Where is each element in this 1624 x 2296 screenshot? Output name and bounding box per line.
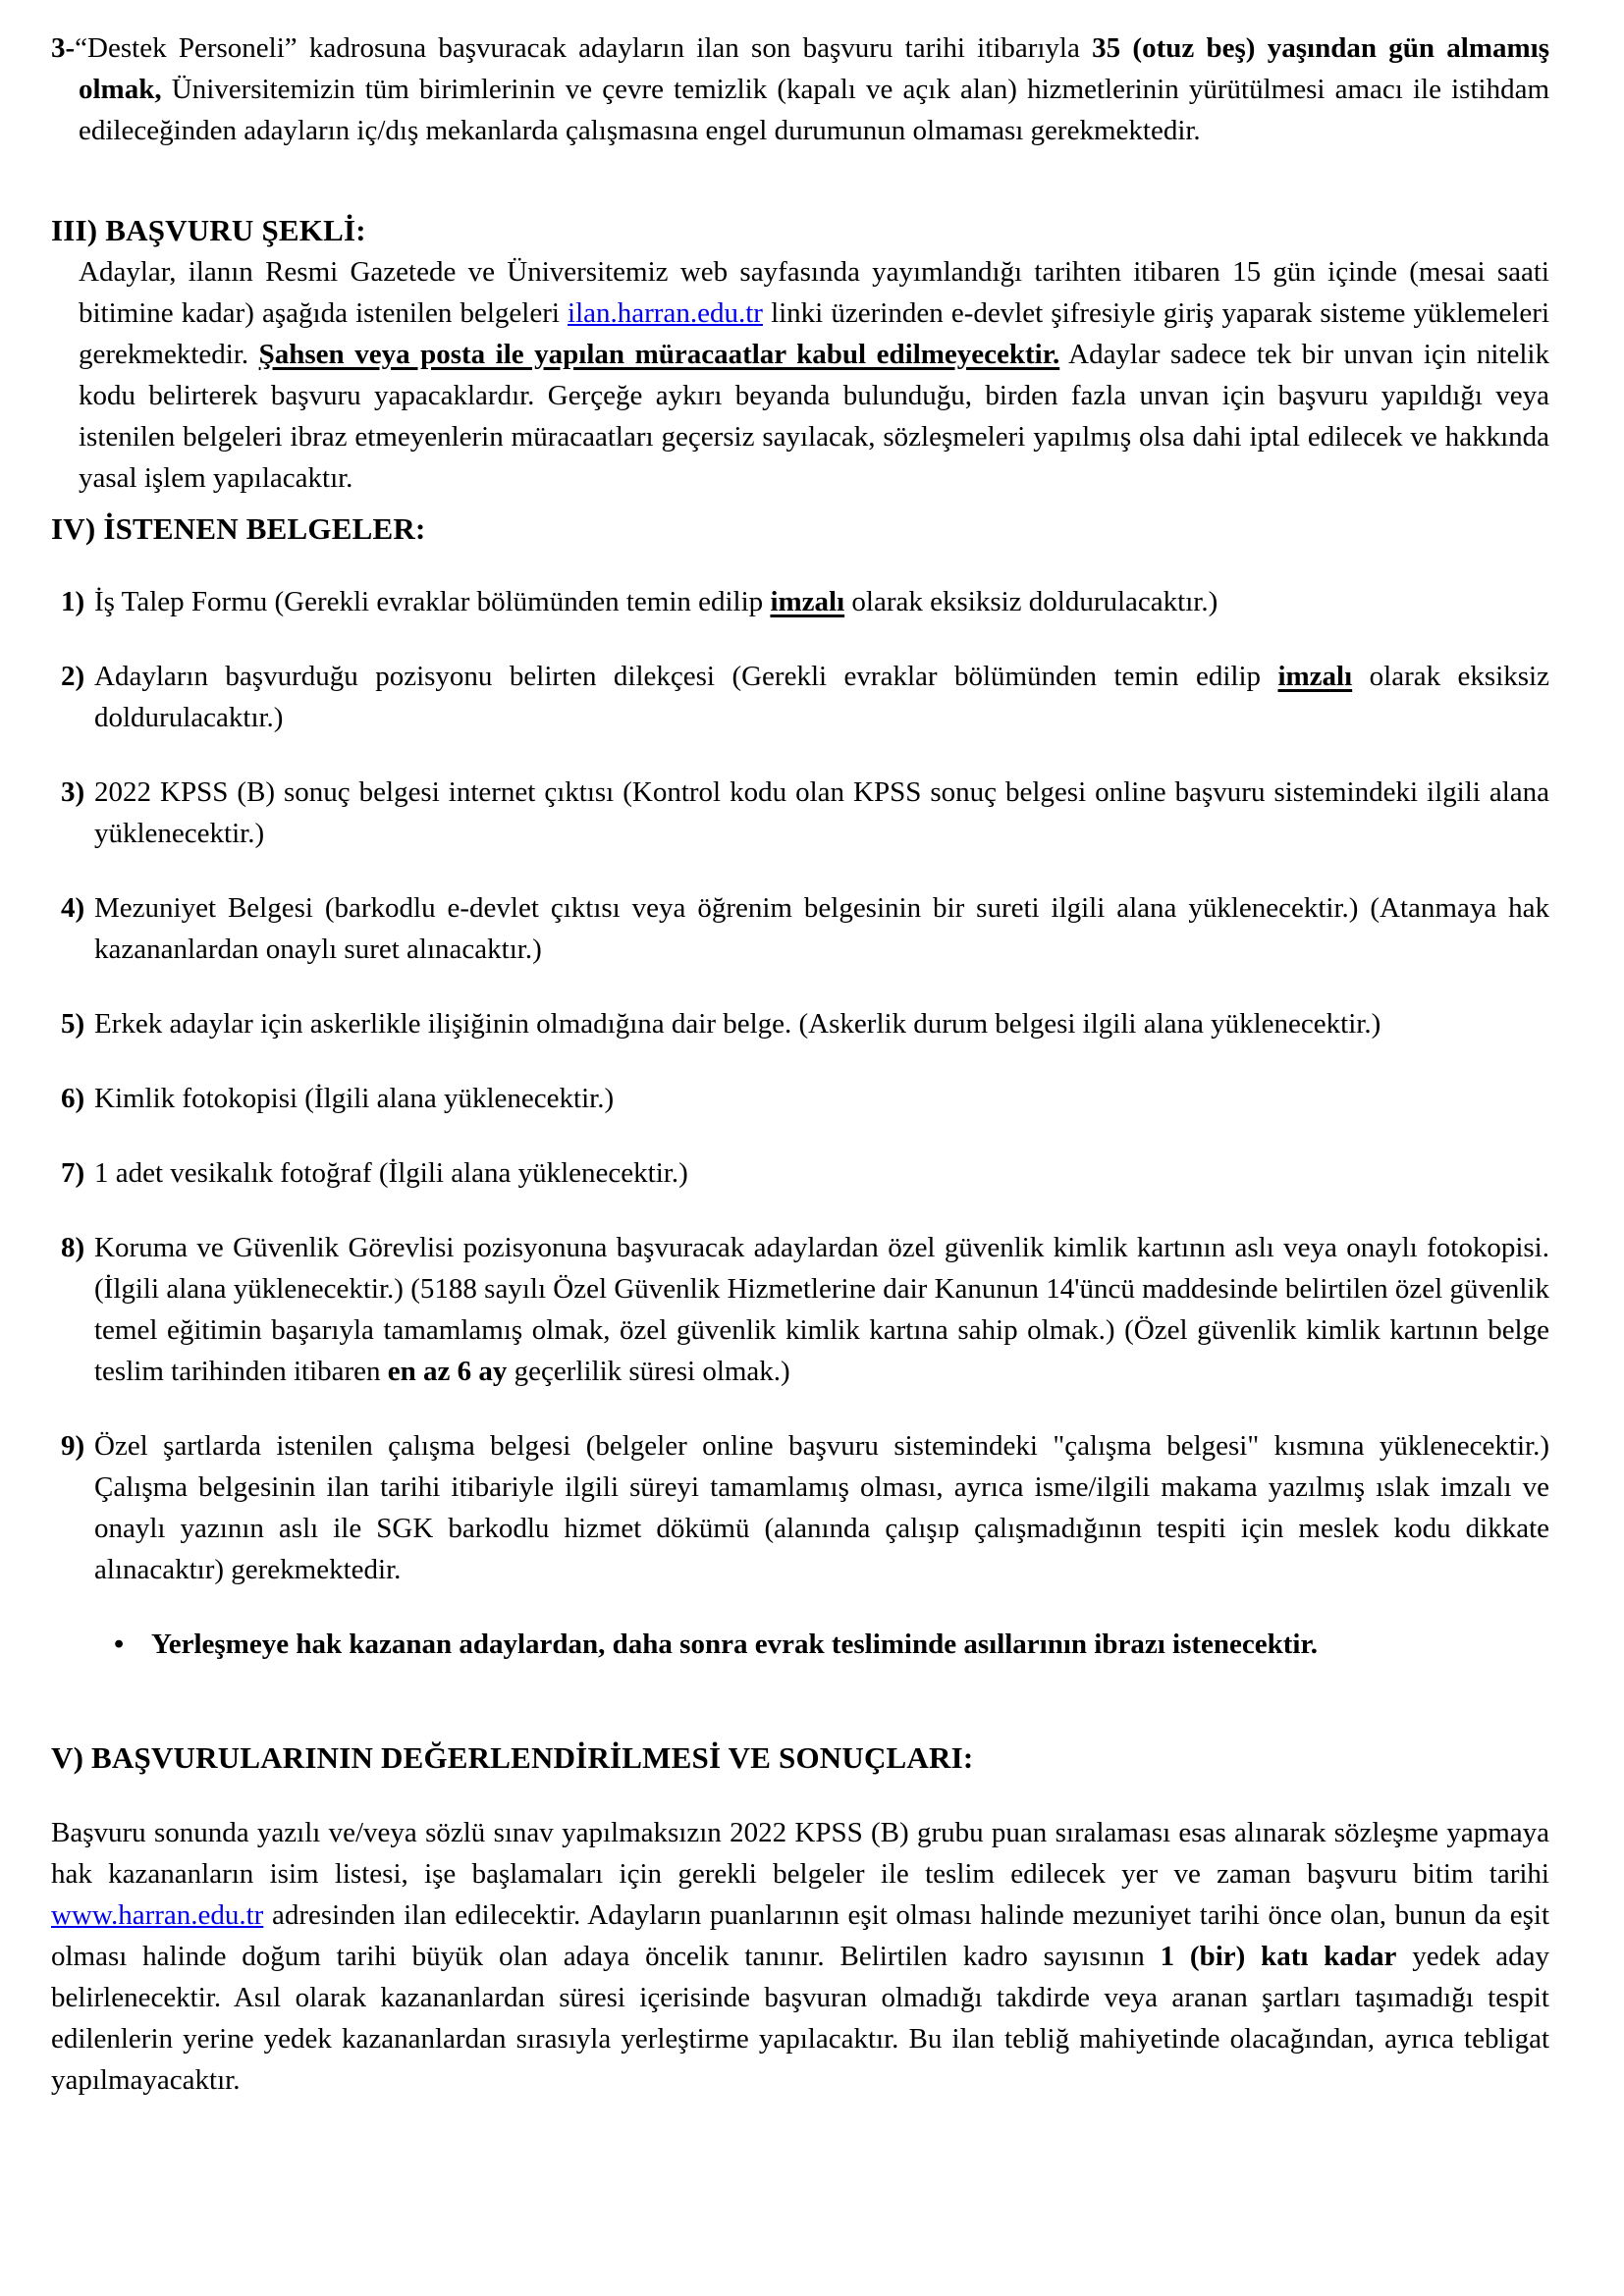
text-run: Üniversitemizin tüm birimlerinin ve çevre temizlik (kapalı ve açık alan) hizmetlerinin yürütülmesi amacı ile istihdam edileceğinden adayların iç/dış mekanlarda çalışmasına engel durumunun olmaması gerekmektedir. bbox=[79, 74, 1549, 146]
text-run: İş Talep Formu (Gerekli evraklar bölümünden temin edilip bbox=[94, 586, 771, 617]
item-text bbox=[94, 1430, 1549, 1585]
paragraph-destek-personeli bbox=[51, 27, 1549, 151]
text-run: Başvuru sonunda yazılı ve/veya sözlü sınav yapılmaksızın 2022 KPSS (B) grubu puan sıralaması esas alınarak sözleşme yapmaya hak kazananların isim listesi, işe başlamaları için gerekli belgeler ile teslim edilecek yer ve zaman başvuru bitim tarihi bbox=[51, 1817, 1549, 1890]
text-run: Adaylar sadece tek bir unvan için nitelik kodu belirterek başvuru yapacaklardır. Gerçeğe aykırı beyanda bulunduğu, birden fazla unvan için başvuru yapıldığı veya istenilen belgeleri ibraz etmeyenlerin müracaatları geçersiz sayılacak, sözleşmeleri yapılmış olsa dahi iptal edilecek ve hakkında yasal işlem yapılacaktır. bbox=[79, 339, 1549, 494]
section-degerlendirme bbox=[51, 1737, 1549, 2101]
item-text bbox=[94, 1232, 1549, 1387]
hyperlink[interactable]: ilan.harran.edu.tr bbox=[568, 297, 763, 329]
item-text bbox=[94, 586, 1218, 617]
section-heading-basvuru-sekli: III) BAŞVURU ŞEKLİ: bbox=[51, 213, 366, 247]
item-number: 4) bbox=[61, 892, 85, 924]
paragraph-degerlendirme bbox=[51, 1812, 1549, 2101]
text-run: 3- bbox=[51, 32, 76, 64]
text-run: Özel şartlarda istenilen çalışma belgesi (belgeler online başvuru sistemindeki "çalışma belgesi" kısmına yüklenecektir.) Çalışma belgesinin ilan tarihi itibariyle ilgili süreyi tamamlamış olması, ayrıca isme/ilgili makama yazılmış ıslak imzalı ve onaylı yazının aslı ile SGK barkodlu hizmet dökümü (alanında çalışıp çalışmadığının tespiti için meslek kodu dikkate alınacaktır) gerekmektedir. bbox=[94, 1430, 1549, 1585]
item-text bbox=[94, 1008, 1380, 1040]
text-run: Şahsen veya posta ile yapılan müracaatlar kabul edilmeyecektir. bbox=[258, 339, 1060, 370]
text-run: adresinden ilan edilecektir. Adayların puanlarının eşit olması halinde mezuniyet tarihi önce olan, bunun da eşit olması halinde doğum tarihi büyük olan adaya öncelik tanınır. Belirtilen kadro sayısının bbox=[51, 1899, 1549, 1972]
text-run: linki üzerinden e-devlet şifresiyle giriş yaparak sisteme yüklemeleri gerekmektedir. bbox=[79, 297, 1549, 370]
text-run: Kimlik fotokopisi (İlgili alana yüklenecektir.) bbox=[94, 1083, 615, 1114]
text-run: 35 (otuz beş) yaşından gün almamış olmak, bbox=[79, 32, 1549, 105]
bullet-icon: • bbox=[114, 1629, 125, 1660]
item-number: 3) bbox=[61, 776, 85, 808]
section-istenen-belgeler bbox=[51, 508, 1549, 1665]
text-run: geçerlilik süresi olmak.) bbox=[507, 1356, 790, 1387]
required-documents-list bbox=[51, 581, 1549, 1590]
document-item-7 bbox=[61, 1152, 1549, 1194]
section-heading-istenen-belgeler: IV) İSTENEN BELGELER: bbox=[51, 511, 426, 546]
text-run: olarak eksiksiz doldurulacaktır.) bbox=[94, 661, 1549, 733]
item-number: 7) bbox=[61, 1157, 85, 1189]
document-item-4 bbox=[61, 887, 1549, 970]
document-item-6 bbox=[61, 1078, 1549, 1119]
text-run: Erkek adaylar için askerlikle ilişiğinin olmadığına dair belge. (Askerlik durum belgesi ilgili alana yüklenecektir.) bbox=[94, 1008, 1381, 1040]
section-basvuru-sekli bbox=[51, 210, 1549, 499]
item-text bbox=[94, 776, 1549, 849]
item-text bbox=[94, 661, 1549, 733]
text-run: Adayların başvurduğu pozisyonu belirten dilekçesi (Gerekli evraklar bölümünden temin edilip bbox=[94, 661, 1278, 692]
document-body bbox=[51, 27, 1549, 2101]
text-run: Koruma ve Güvenlik Görevlisi pozisyonuna başvuracak adaylardan özel güvenlik kimlik kartının aslı veya onaylı fotokopisi. (İlgili alana yüklenecektir.) (5188 sayılı Özel Güvenlik Hizmetlerine dair Kanunun 14'üncü maddesinde belirtilen özel güvenlik temel eğitimin başarıyla tamamlamış olmak, özel güvenlik kimlik kartına sahip olmak.) (Özel güvenlik kimlik kartının belge teslim tarihinden itibaren bbox=[94, 1232, 1549, 1387]
text-run: en az 6 ay bbox=[387, 1356, 508, 1387]
text-run: yedek aday belirlenecektir. Asıl olarak kazananlardan süresi içerisinde başvuran olmadığı takdirde veya aranan şartları taşımadığı tespit edilenlerin yerine yedek kazananlardan sırasıyla yerleştirme yapılacaktır. Bu ilan tebliğ mahiyetinde olacağından, ayrıca tebligat yapılmayacaktır. bbox=[51, 1941, 1549, 2096]
document-item-5 bbox=[61, 1003, 1549, 1044]
section-heading-degerlendirme: V) BAŞVURULARININ DEĞERLENDİRİLMESİ VE SONUÇLARI: bbox=[51, 1740, 974, 1775]
document-item-9 bbox=[61, 1425, 1549, 1590]
text-run: olarak eksiksiz doldurulacaktır.) bbox=[844, 586, 1218, 617]
item-number: 8) bbox=[61, 1232, 85, 1263]
bullet-note bbox=[114, 1624, 1549, 1665]
text-run: Mezuniyet Belgesi (barkodlu e-devlet çıktısı veya öğrenim belgesinin bir sureti ilgili alana yüklenecektir.) (Atanmaya hak kazananlardan onaylı suret alınacaktır.) bbox=[94, 892, 1549, 965]
document-item-3 bbox=[61, 772, 1549, 854]
document-item-8 bbox=[61, 1227, 1549, 1392]
item-number: 1) bbox=[61, 586, 85, 617]
text-run: imzalı bbox=[770, 586, 845, 617]
item-number: 9) bbox=[61, 1430, 85, 1462]
item-number: 5) bbox=[61, 1008, 85, 1040]
document-item-2 bbox=[61, 656, 1549, 738]
item-number: 6) bbox=[61, 1083, 85, 1114]
text-run: imzalı bbox=[1277, 661, 1353, 692]
text-run: “Destek Personeli” kadrosuna başvuracak adayların ilan son başvuru tarihi itibarıyla bbox=[75, 32, 1093, 64]
text-run: 1 (bir) katı kadar bbox=[1160, 1941, 1397, 1972]
item-number: 2) bbox=[61, 661, 85, 692]
text-run: Adaylar, ilanın Resmi Gazetede ve Üniversitemiz web sayfasında yayımlandığı tarihten itibaren 15 gün içinde (mesai saati bitimine kadar) aşağıda istenilen belgeleri bbox=[79, 256, 1549, 329]
item-text bbox=[94, 892, 1549, 965]
item-text bbox=[94, 1157, 688, 1189]
hyperlink[interactable]: www.harran.edu.tr bbox=[51, 1899, 264, 1931]
text-run: 2022 KPSS (B) sonuç belgesi internet çıktısı (Kontrol kodu olan KPSS sonuç belgesi online başvuru sistemindeki ilgili alana yüklenecektir.) bbox=[94, 776, 1549, 849]
item-text bbox=[94, 1083, 614, 1114]
bullet-note-text: Yerleşmeye hak kazanan adaylardan, daha sonra evrak tesliminde asıllarının ibrazı istenecektir. bbox=[151, 1629, 1318, 1660]
text-run: 1 adet vesikalık fotoğraf (İlgili alana yüklenecektir.) bbox=[94, 1157, 688, 1189]
paragraph-basvuru-sekli bbox=[79, 251, 1549, 499]
document-item-1 bbox=[61, 581, 1549, 622]
